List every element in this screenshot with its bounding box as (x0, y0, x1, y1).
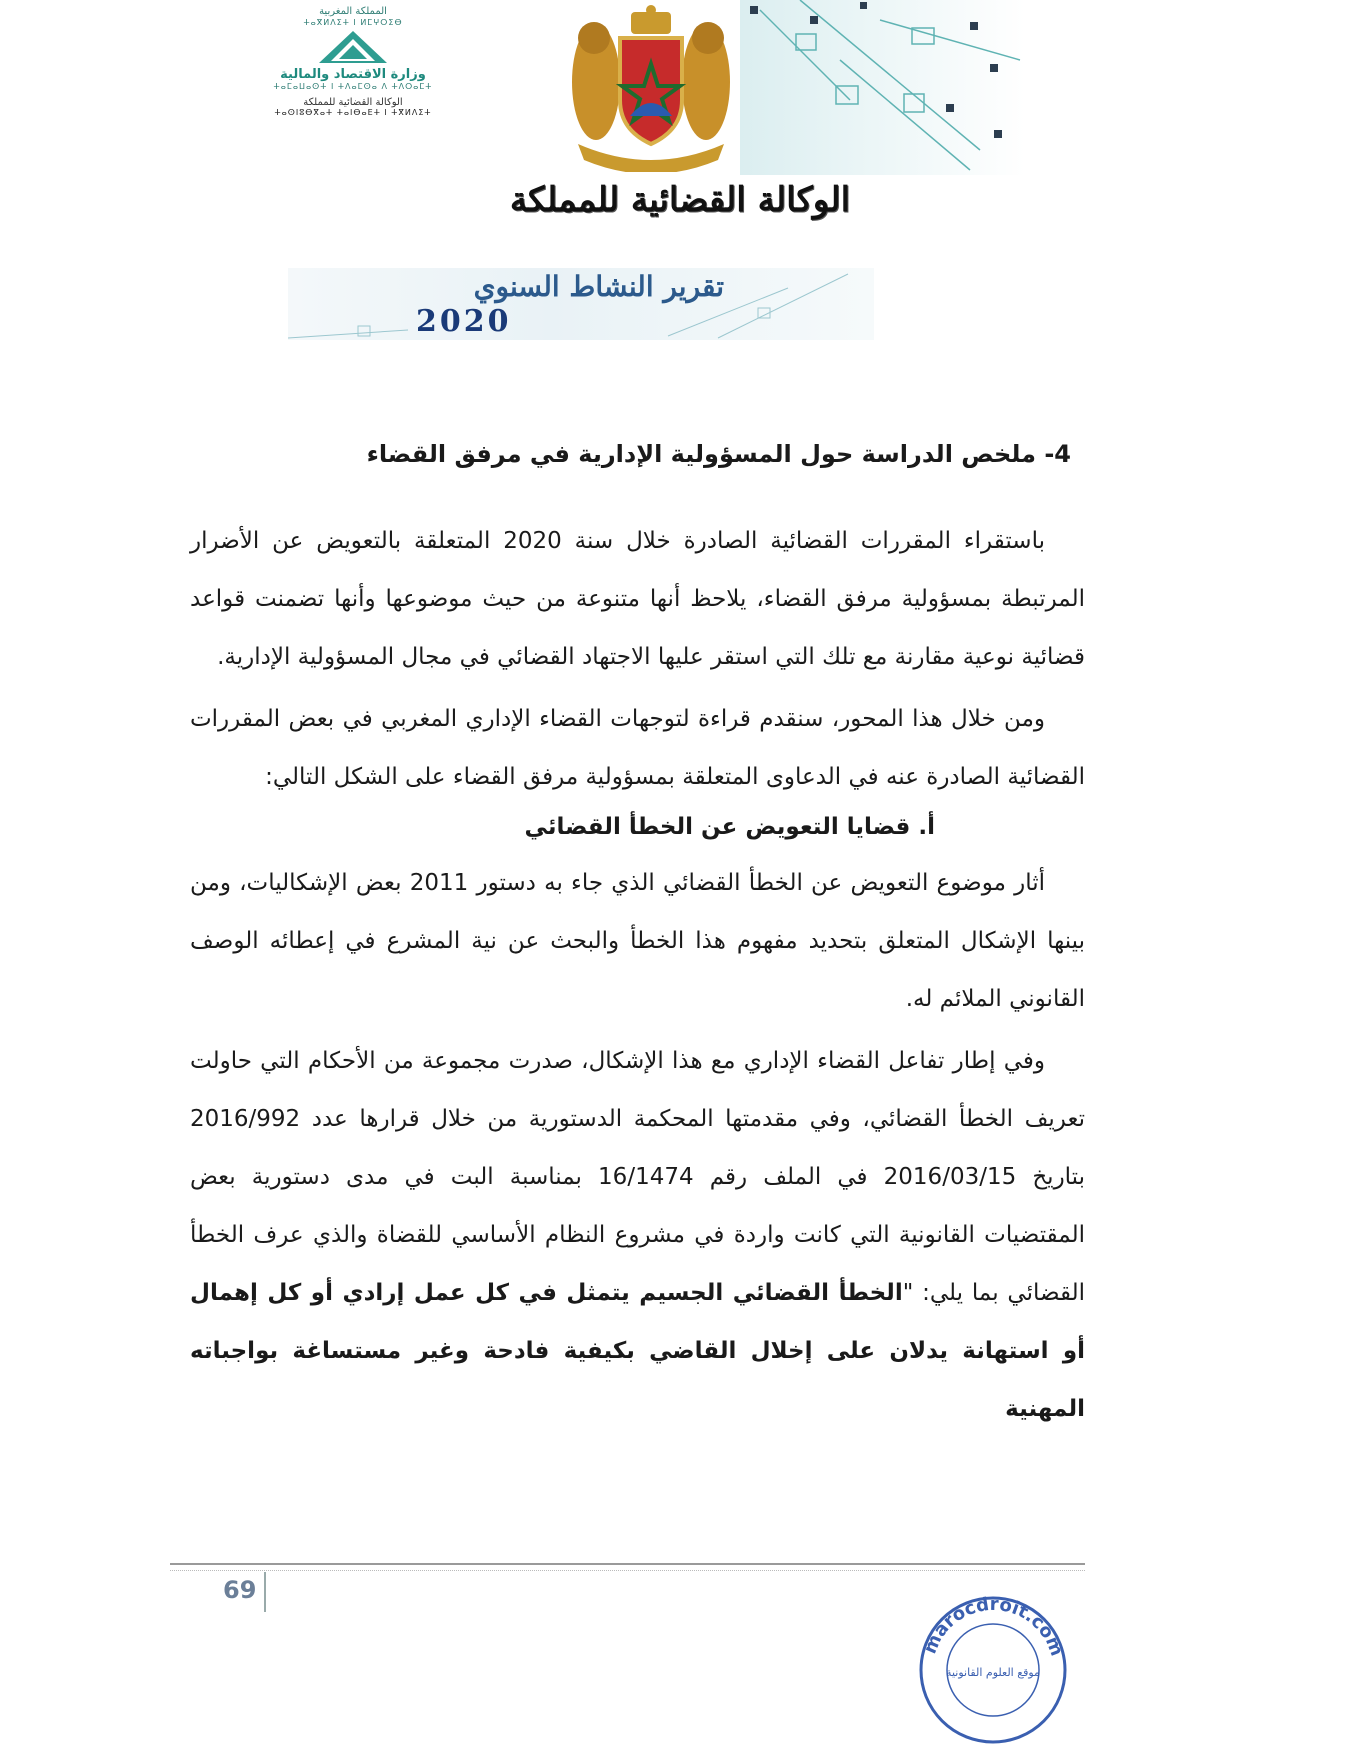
paragraph-3: أثار موضوع التعويض عن الخطأ القضائي الذي جاء به دستور 2011 بعض الإشكاليات، ومن بينها الإشكال المتعلق بتحديد مفهوم هذا الخطأ والبحث عن نية المشرع في إعطائه الوصف القانوني الملائم له. (190, 870, 1085, 1012)
stamp-text: marocdroit.com (919, 1593, 1068, 1659)
report-banner (288, 268, 874, 340)
ministry-agency-name: الوكالة القضائية للمملكة (303, 97, 403, 108)
paragraph-4-text: وفي إطار تفاعل القضاء الإداري مع هذا الإشكال، صدرت مجموعة من الأحكام التي حاولت تعريف الخطأ القضائي، وفي مقدمتها المحكمة الدستورية من خلال قرارها عدد 2016/992 بتاريخ 2016/03/15 في الملف رقم 16/1474 بمناسبة البت في مدى دستورية بعض المقتضيات القانونية التي كانت واردة في مشروع النظام الأساسي للقضاة والذي عرف الخطأ القضائي بما يلي: " (190, 1048, 1086, 1306)
page-number: 69 (223, 1572, 266, 1612)
stamp-inner-text: موقع العلوم القانونية (946, 1666, 1040, 1679)
judicial-error-definition: الخطأ القضائي الجسيم يتمثل في كل عمل إرادي أو كل إهمال أو استهانة يدلان على إخلال القاضي بكيفية فادحة وغير مستساغة بواجباته المهنية (190, 1280, 1085, 1422)
sub-heading: أ. قضايا التعويض عن الخطأ القضائي (524, 814, 935, 840)
ministry-emblem-icon (313, 29, 393, 65)
kingdom-tifinagh: ⵜⴰⴳⵍⴷⵉⵜ ⵏ ⵍⵎⵖⵔⵉⴱ (303, 18, 403, 27)
agency-title: الوكالة القضائية للمملكة (509, 180, 851, 220)
paragraph-2: ومن خلال هذا المحور، سنقدم قراءة لتوجهات القضاء الإداري المغربي في بعض المقررات القضائية الصادرة عنه في الدعاوى المتعلقة بمسؤولية مرفق القضاء على الشكل التالي: (190, 706, 1085, 790)
circuit-decoration-icon (740, 0, 1025, 175)
paragraph-4 (190, 1032, 1085, 1438)
kingdom-label: المملكة المغربية (319, 6, 387, 17)
ministry-logo (268, 6, 438, 141)
footer-rule (170, 1563, 1085, 1571)
ministry-tifinagh: ⵜⴰⵎⴰⵡⴰⵙⵜ ⵏ ⵜⴷⴰⵎⵙⴰ ⴷ ⵜⴷⵔⴰⵎⵜ (273, 82, 433, 91)
section-heading: 4- ملخص الدراسة حول المسؤولية الإدارية في مرفق القضاء (366, 440, 1071, 468)
marocdroit-stamp-icon (908, 1590, 1078, 1750)
paragraph-1: باستقراء المقررات القضائية الصادرة خلال سنة 2020 المتعلقة بالتعويض عن الأضرار المرتبطة بمسؤولية مرفق القضاء، يلاحظ أنها متنوعة من حيث موضوعها وأنها تضمنت قواعد قضائية نوعية مقارنة مع تلك التي استقر عليها الاجتهاد القضائي في مجال المسؤولية الإدارية. (190, 528, 1085, 670)
report-year: 2020 (416, 304, 512, 339)
document-body (190, 440, 1085, 1442)
agency-tifinagh: ⵜⴰⵙⵏⵓⴱⴳⴰⵜ ⵜⴰⵏⴱⴰⴹⵜ ⵏ ⵜⴳⵍⴷⵉⵜ (274, 108, 432, 117)
ministry-name: وزارة الاقتصاد والمالية (280, 67, 426, 82)
report-title: تقرير النشاط السنوي (473, 270, 724, 303)
svg-text:marocdroit.com (920, 1594, 1068, 1659)
coat-of-arms-icon (568, 4, 734, 172)
